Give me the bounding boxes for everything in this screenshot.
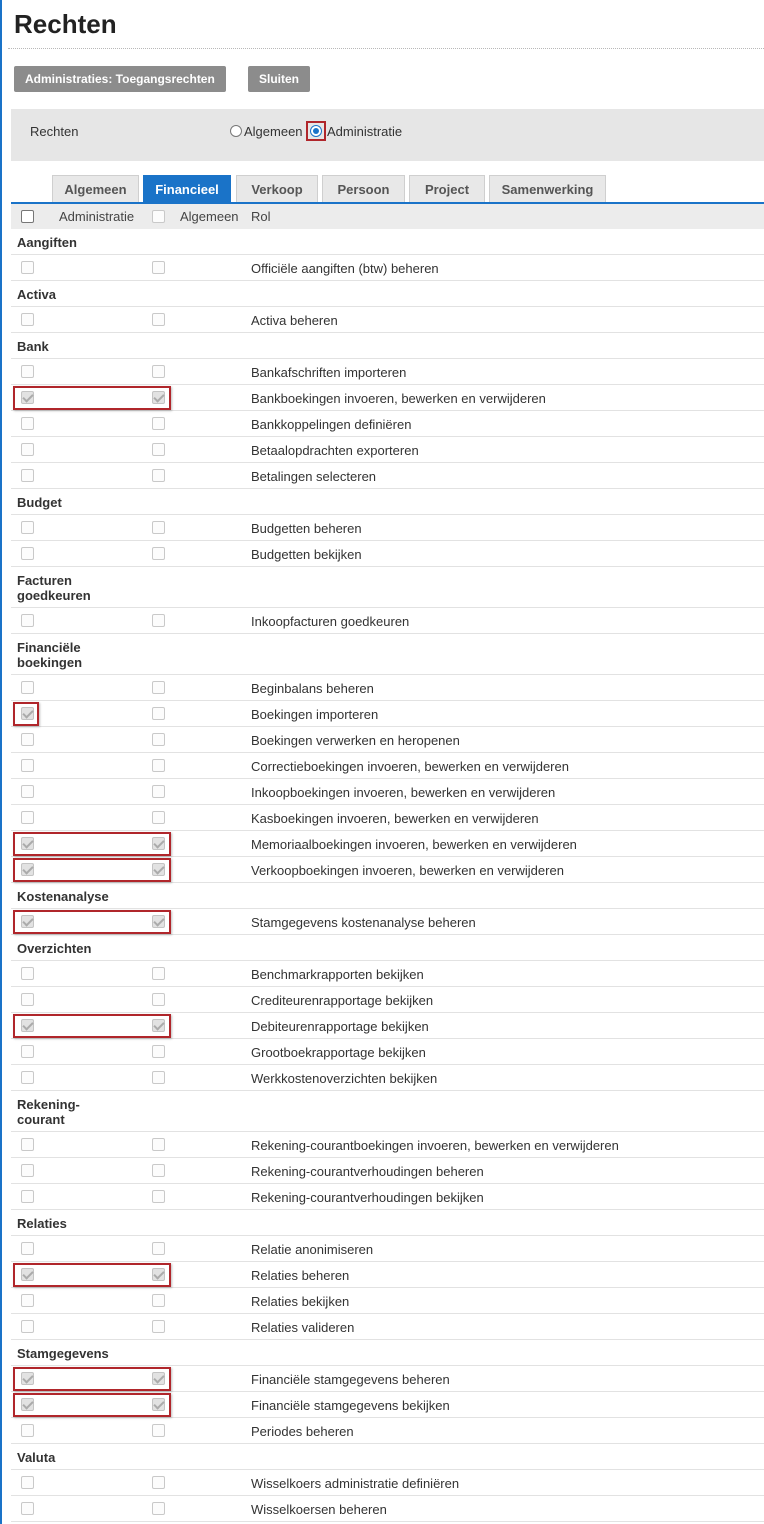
table-row (11, 1132, 764, 1158)
algemeen-checkbox[interactable] (152, 365, 165, 378)
administratie-checkbox[interactable] (21, 313, 34, 326)
algemeen-checkbox[interactable] (152, 1476, 165, 1489)
group-row (11, 1091, 764, 1132)
permission-label: Bankkoppelingen definiëren (251, 417, 412, 432)
tab-samenwerking[interactable]: Samenwerking (489, 175, 606, 202)
algemeen-checkbox[interactable] (152, 1242, 165, 1255)
tab-project[interactable]: Project (409, 175, 485, 202)
group-label: Budget (17, 495, 62, 510)
algemeen-checkbox[interactable] (152, 1294, 165, 1307)
administratie-checkbox[interactable] (21, 707, 34, 720)
group-row (11, 1210, 764, 1236)
administratie-checkbox[interactable] (21, 547, 34, 560)
group-label: Stamgegevens (17, 1346, 109, 1361)
group-row (11, 567, 764, 608)
highlight-box (13, 858, 171, 882)
administratie-checkbox[interactable] (21, 391, 34, 404)
radio-algemeen[interactable] (230, 125, 242, 137)
permission-label: Betaalopdrachten exporteren (251, 443, 419, 458)
group-label: Facturen goedkeuren (17, 573, 91, 603)
table-row (11, 987, 764, 1013)
permission-label: Memoriaalboekingen invoeren, bewerken en verwijderen (251, 837, 577, 852)
permission-label: Officiële aangiften (btw) beheren (251, 261, 439, 276)
permission-label: Crediteurenrapportage bekijken (251, 993, 434, 1008)
permission-label: Debiteurenrapportage bekijken (251, 1019, 429, 1034)
administratie-checkbox[interactable] (21, 1320, 34, 1333)
table-row (11, 1366, 764, 1392)
group-row (11, 634, 764, 675)
group-label: Relaties (17, 1216, 67, 1231)
algemeen-checkbox[interactable] (152, 1398, 165, 1411)
highlight-box (13, 386, 171, 410)
left-accent-bar (0, 0, 2, 1524)
administratie-checkbox[interactable] (21, 1019, 34, 1032)
group-row (11, 935, 764, 961)
table-row (11, 1470, 764, 1496)
algemeen-checkbox[interactable] (152, 785, 165, 798)
table-row (11, 805, 764, 831)
table-row (11, 437, 764, 463)
algemeen-checkbox[interactable] (152, 469, 165, 482)
permission-label: Boekingen verwerken en heropenen (251, 733, 460, 748)
table-row (11, 463, 764, 489)
permission-label: Budgetten beheren (251, 521, 362, 536)
permission-label: Financiële stamgegevens beheren (251, 1372, 450, 1387)
algemeen-checkbox[interactable] (152, 261, 165, 274)
tab-financieel[interactable]: Financieel (143, 175, 231, 202)
administratie-checkbox[interactable] (21, 967, 34, 980)
table-row (11, 1039, 764, 1065)
algemeen-checkbox[interactable] (152, 521, 165, 534)
administratie-checkbox[interactable] (21, 1502, 34, 1515)
algemeen-checkbox[interactable] (152, 1320, 165, 1333)
table-row (11, 675, 764, 701)
title-divider (8, 48, 764, 49)
table-row (11, 1184, 764, 1210)
table-row (11, 831, 764, 857)
group-label: Kostenanalyse (17, 889, 109, 904)
algemeen-checkbox[interactable] (152, 1138, 165, 1151)
permission-label: Periodes beheren (251, 1424, 354, 1439)
algemeen-checkbox[interactable] (152, 547, 165, 560)
algemeen-checkbox[interactable] (152, 1190, 165, 1203)
highlight-box (13, 1263, 171, 1287)
table-row (11, 411, 764, 437)
table-row (11, 1065, 764, 1091)
administratie-checkbox[interactable] (21, 417, 34, 430)
select-all-administratie-checkbox[interactable] (21, 210, 34, 223)
permission-label: Rekening-courantverhoudingen beheren (251, 1164, 484, 1179)
permission-label: Werkkostenoverzichten bekijken (251, 1071, 438, 1086)
table-row (11, 608, 764, 634)
algemeen-checkbox[interactable] (152, 837, 165, 850)
table-row (11, 1418, 764, 1444)
table-row (11, 1158, 764, 1184)
highlight-box (13, 910, 171, 934)
radio-administratie[interactable] (310, 125, 322, 137)
table-row (11, 541, 764, 567)
highlight-box (13, 1014, 171, 1038)
group-label: Valuta (17, 1450, 56, 1465)
algemeen-checkbox[interactable] (152, 759, 165, 772)
administratie-checkbox[interactable] (21, 1242, 34, 1255)
administratie-checkbox[interactable] (21, 1071, 34, 1084)
permission-label: Inkoopfacturen goedkeuren (251, 614, 410, 629)
highlight-box (13, 1367, 171, 1391)
administratie-checkbox[interactable] (21, 469, 34, 482)
table-header (11, 204, 764, 229)
permission-label: Betalingen selecteren (251, 469, 377, 484)
administratie-checkbox[interactable] (21, 759, 34, 772)
radio-algemeen-label[interactable]: Algemeen (244, 124, 303, 139)
tab-algemeen[interactable]: Algemeen (52, 175, 139, 202)
algemeen-checkbox[interactable] (152, 391, 165, 404)
table-row (11, 779, 764, 805)
table-row (11, 255, 764, 281)
table-row (11, 961, 764, 987)
permission-label: Boekingen importeren (251, 707, 379, 722)
table-row (11, 307, 764, 333)
administratie-checkbox[interactable] (21, 1424, 34, 1437)
table-row (11, 1392, 764, 1418)
highlight-box (13, 1393, 171, 1417)
radio-administratie-label[interactable]: Administratie (327, 124, 403, 139)
algemeen-checkbox[interactable] (152, 313, 165, 326)
algemeen-checkbox[interactable] (152, 707, 165, 720)
permission-label: Activa beheren (251, 313, 338, 328)
table-row (11, 1262, 764, 1288)
administratie-checkbox[interactable] (21, 1294, 34, 1307)
administratie-checkbox[interactable] (21, 915, 34, 928)
administratie-checkbox[interactable] (21, 614, 34, 627)
select-all-algemeen-checkbox[interactable] (152, 210, 165, 223)
administratie-checkbox[interactable] (21, 1398, 34, 1411)
table-row (11, 1314, 764, 1340)
algemeen-checkbox[interactable] (152, 915, 165, 928)
administratie-checkbox[interactable] (21, 521, 34, 534)
algemeen-checkbox[interactable] (152, 1502, 165, 1515)
algemeen-checkbox[interactable] (152, 967, 165, 980)
group-label: Overzichten (17, 941, 92, 956)
table-row (11, 359, 764, 385)
permission-label: Grootboekrapportage bekijken (251, 1045, 426, 1060)
permission-label: Beginbalans beheren (251, 681, 374, 696)
permission-label: Benchmarkrapporten bekijken (251, 967, 424, 982)
group-label: Financiële boekingen (17, 640, 83, 670)
access-rights-button[interactable]: Administraties: Toegangsrechten (14, 66, 226, 92)
tab-verkoop[interactable]: Verkoop (236, 175, 318, 202)
group-label: Bank (17, 339, 49, 354)
page-title: Rechten (14, 9, 117, 39)
permission-label: Correctieboekingen invoeren, bewerken en verwijderen (251, 759, 569, 774)
column-header-rol: Rol (251, 209, 271, 224)
table-row (11, 515, 764, 541)
permission-label: Rekening-courantboekingen invoeren, bewerken en verwijderen (251, 1138, 619, 1153)
administratie-checkbox[interactable] (21, 1045, 34, 1058)
administratie-checkbox[interactable] (21, 863, 34, 876)
permission-label: Kasboekingen invoeren, bewerken en verwijderen (251, 811, 539, 826)
algemeen-checkbox[interactable] (152, 1424, 165, 1437)
administratie-checkbox[interactable] (21, 1190, 34, 1203)
administratie-checkbox[interactable] (21, 1372, 34, 1385)
group-row (11, 489, 764, 515)
permission-label: Wisselkoers administratie definiëren (251, 1476, 460, 1491)
administratie-checkbox[interactable] (21, 733, 34, 746)
group-row (11, 281, 764, 307)
table-row (11, 857, 764, 883)
group-label: Activa (17, 287, 57, 302)
administratie-checkbox[interactable] (21, 365, 34, 378)
permission-label: Verkoopboekingen invoeren, bewerken en verwijderen (251, 863, 564, 878)
table-row (11, 753, 764, 779)
algemeen-checkbox[interactable] (152, 993, 165, 1006)
tab-persoon[interactable]: Persoon (322, 175, 405, 202)
permission-label: Budgetten bekijken (251, 547, 362, 562)
group-row (11, 883, 764, 909)
permission-label: Relaties beheren (251, 1268, 350, 1283)
rights-filter-panel (11, 109, 764, 161)
administratie-checkbox[interactable] (21, 1268, 34, 1281)
permission-label: Stamgegevens kostenanalyse beheren (251, 915, 476, 930)
algemeen-checkbox[interactable] (152, 614, 165, 627)
administratie-checkbox[interactable] (21, 681, 34, 694)
algemeen-checkbox[interactable] (152, 443, 165, 456)
table-row (11, 727, 764, 753)
table-row (11, 701, 764, 727)
administratie-checkbox[interactable] (21, 443, 34, 456)
administratie-checkbox[interactable] (21, 1476, 34, 1489)
permission-label: Inkoopboekingen invoeren, bewerken en verwijderen (251, 785, 556, 800)
group-label: Aangiften (17, 235, 77, 250)
permission-label: Relatie anonimiseren (251, 1242, 374, 1257)
rights-filter-label: Rechten (30, 124, 79, 139)
group-label: Rekening-courant (17, 1097, 80, 1127)
algemeen-checkbox[interactable] (152, 733, 165, 746)
algemeen-checkbox[interactable] (152, 1045, 165, 1058)
table-row (11, 1496, 764, 1522)
administratie-checkbox[interactable] (21, 837, 34, 850)
algemeen-checkbox[interactable] (152, 1268, 165, 1281)
permission-label: Wisselkoersen beheren (251, 1502, 387, 1517)
algemeen-checkbox[interactable] (152, 1019, 165, 1032)
permission-label: Rekening-courantverhoudingen bekijken (251, 1190, 484, 1205)
group-row (11, 1340, 764, 1366)
algemeen-checkbox[interactable] (152, 1071, 165, 1084)
administratie-checkbox[interactable] (21, 1138, 34, 1151)
administratie-checkbox[interactable] (21, 993, 34, 1006)
permission-label: Relaties bekijken (251, 1294, 350, 1309)
administratie-checkbox[interactable] (21, 1164, 34, 1177)
column-header-administratie: Administratie (59, 209, 135, 224)
table-row (11, 385, 764, 411)
permission-label: Financiële stamgegevens bekijken (251, 1398, 450, 1413)
table-row (11, 1013, 764, 1039)
permission-label: Relaties valideren (251, 1320, 355, 1335)
column-header-algemeen: Algemeen (180, 209, 239, 224)
table-row (11, 1236, 764, 1262)
permission-label: Bankboekingen invoeren, bewerken en verwijderen (251, 391, 546, 406)
group-row (11, 333, 764, 359)
algemeen-checkbox[interactable] (152, 811, 165, 824)
algemeen-checkbox[interactable] (152, 417, 165, 430)
close-button[interactable]: Sluiten (248, 66, 310, 92)
administratie-checkbox[interactable] (21, 261, 34, 274)
administratie-checkbox[interactable] (21, 811, 34, 824)
group-row (11, 229, 764, 255)
algemeen-checkbox[interactable] (152, 681, 165, 694)
algemeen-checkbox[interactable] (152, 1164, 165, 1177)
group-row (11, 1444, 764, 1470)
algemeen-checkbox[interactable] (152, 1372, 165, 1385)
permission-label: Bankafschriften importeren (251, 365, 407, 380)
table-row (11, 909, 764, 935)
table-row (11, 1288, 764, 1314)
highlight-box (13, 832, 171, 856)
algemeen-checkbox[interactable] (152, 863, 165, 876)
administratie-checkbox[interactable] (21, 785, 34, 798)
